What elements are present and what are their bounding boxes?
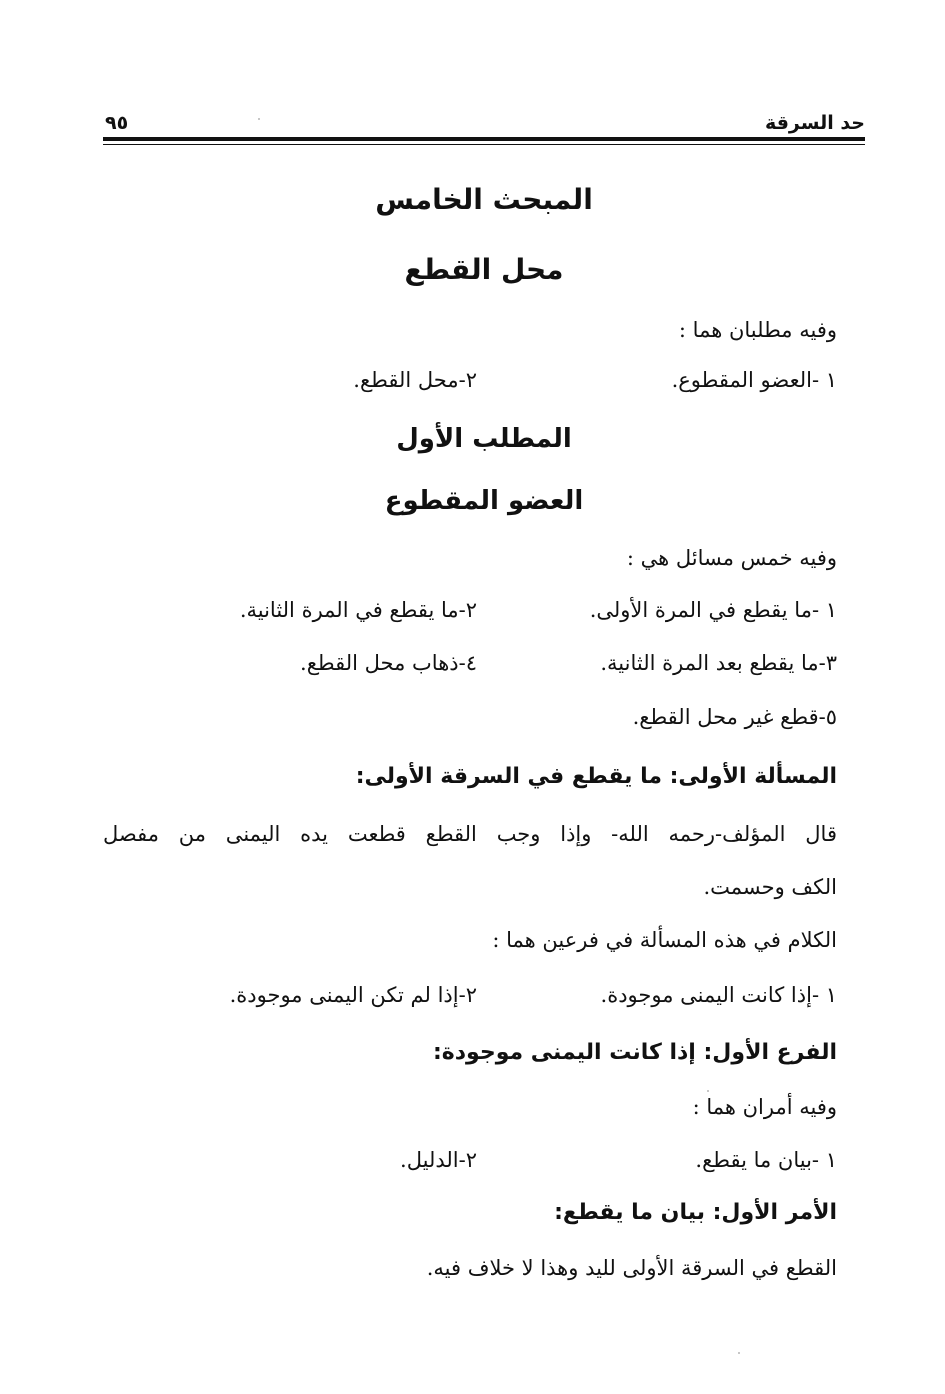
list-item: ٥-قطع غير محل القطع.: [632, 705, 837, 729]
quote-line-2: الكف وحسمت.: [703, 875, 837, 899]
issue-heading: المسألة الأولى: ما يقطع في السرقة الأولى:: [355, 764, 837, 789]
header-rule-thin: [103, 144, 865, 145]
intro-text: وفيه مطلبان هما :: [678, 318, 837, 342]
section-subtitle: محل القطع: [404, 253, 564, 286]
issue-discussion: الكلام في هذه المسألة في فرعين هما :: [492, 928, 837, 952]
issues-row-1: [240, 598, 837, 622]
list-item: ١ -ما يقطع في المرة الأولى.: [589, 598, 837, 622]
scan-speck: [738, 1352, 740, 1354]
section-title: المبحث الخامس: [375, 183, 593, 216]
chapter-title: حد السرقة: [764, 112, 865, 134]
scan-speck: [258, 118, 260, 120]
list-item: ٤-ذهاب محل القطع.: [300, 651, 477, 675]
page-number: ٩٥: [105, 112, 129, 134]
matter-heading: الأمر الأول: بيان ما يقطع:: [554, 1200, 837, 1225]
list-item: ١ -بيان ما يقطع.: [695, 1148, 837, 1172]
intro-list: [353, 368, 837, 392]
branch-items-row: [400, 1148, 837, 1172]
demand-subtitle: العضو المقطوع: [384, 486, 584, 516]
list-item: ١ -إذا كانت اليمنى موجودة.: [600, 983, 837, 1007]
matter-text: القطع في السرقة الأولى لليد وهذا لا خلاف فيه.: [426, 1256, 837, 1280]
list-item: ٣-ما يقطع بعد المرة الثانية.: [600, 651, 837, 675]
list-item: ٢-الدليل.: [400, 1148, 477, 1172]
branch-heading: الفرع الأول: إذا كانت اليمنى موجودة:: [432, 1040, 837, 1065]
list-item: ٢-ما يقطع في المرة الثانية.: [239, 598, 477, 622]
issues-row-2: [300, 651, 837, 675]
list-item: ٢-إذا لم تكن اليمنى موجودة.: [229, 983, 477, 1007]
demand-intro: وفيه خمس مسائل هي :: [626, 546, 837, 570]
header-rule-thick: [103, 137, 865, 141]
list-item: ١ -العضو المقطوع.: [671, 368, 837, 392]
quote-line-1: قال المؤلف-رحمه الله- وإذا وجب القطع قطعت يده اليمنى من مفصل: [103, 822, 837, 846]
running-header: [105, 98, 865, 134]
list-item: ٢-محل القطع.: [353, 368, 477, 392]
branch-intro: وفيه أمران هما :: [692, 1095, 837, 1119]
scan-speck: [707, 1090, 709, 1092]
branches-row: [230, 983, 837, 1007]
demand-title: المطلب الأول: [396, 424, 572, 454]
